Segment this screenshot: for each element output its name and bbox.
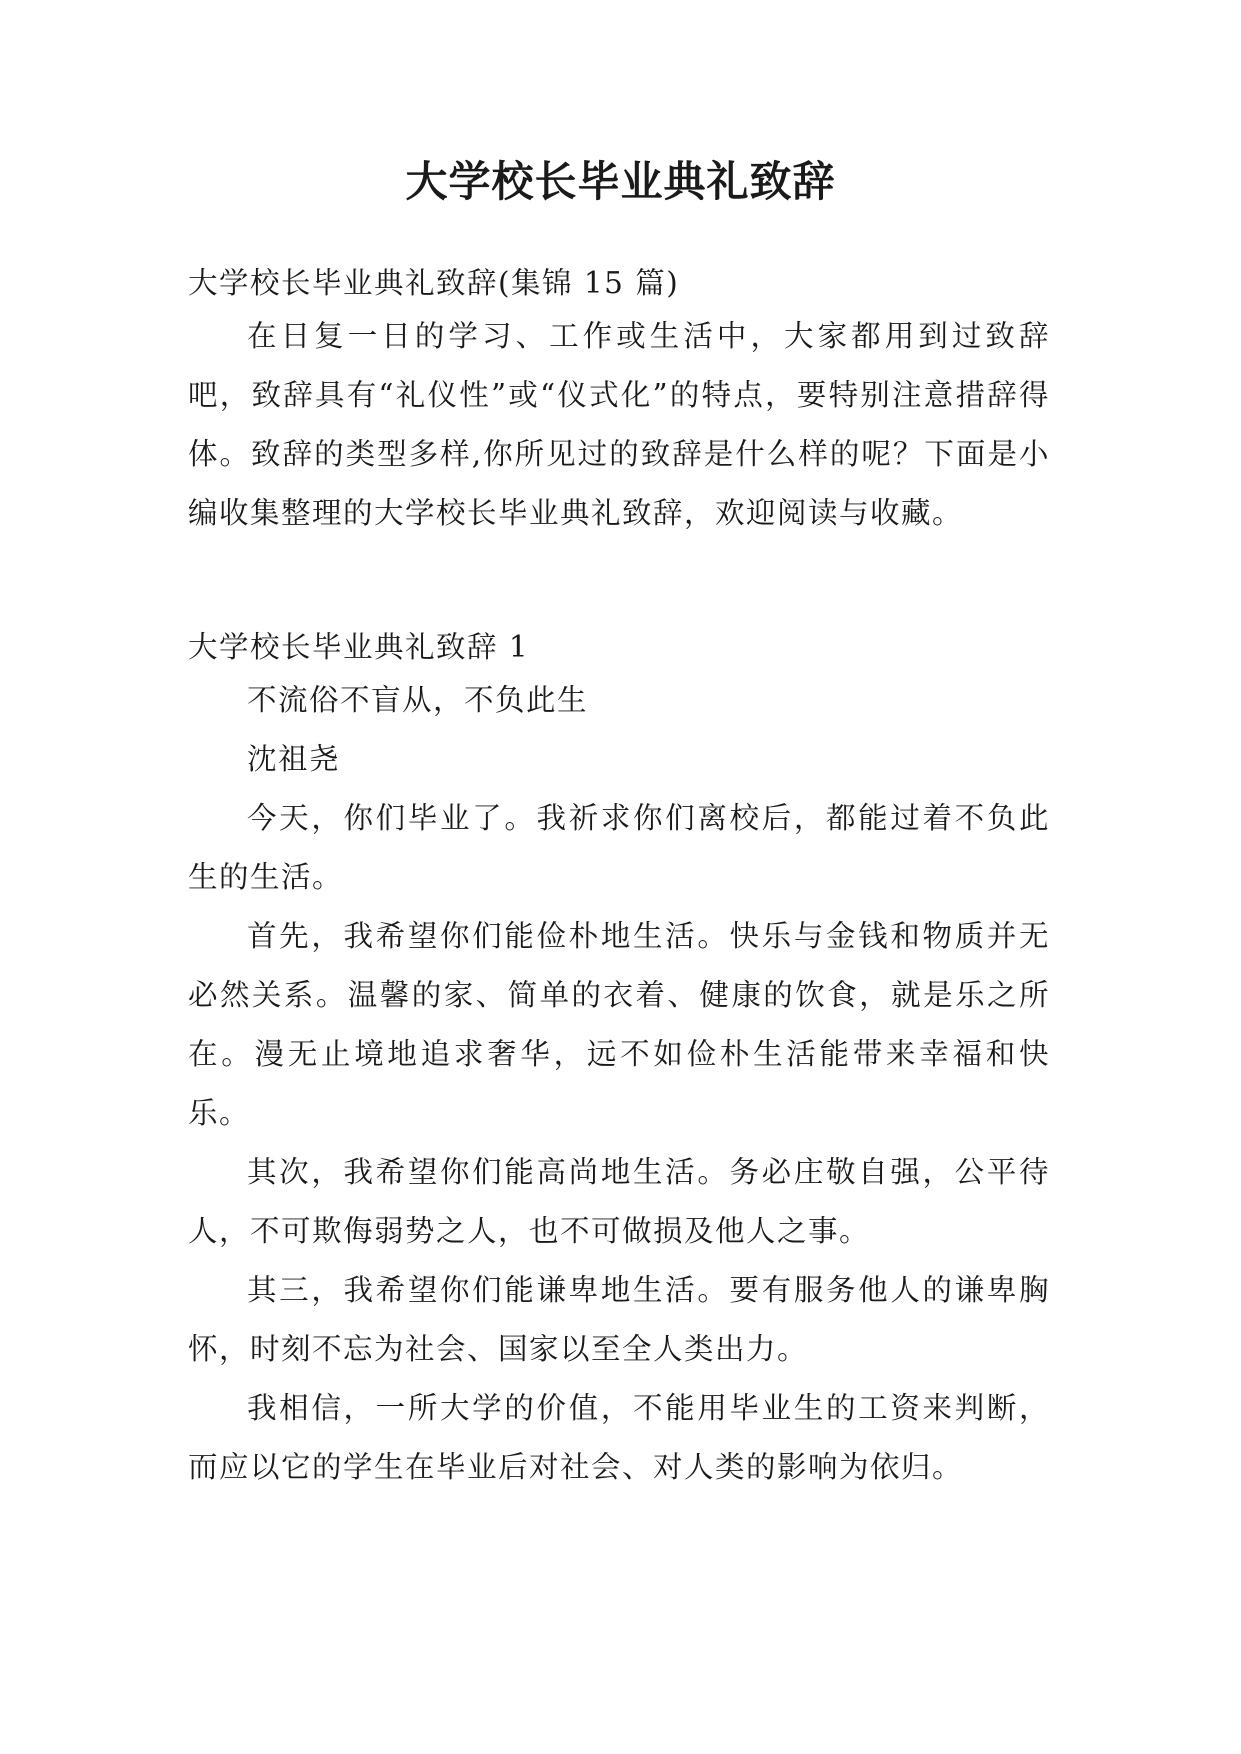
- section-heading: 大学校长毕业典礼致辞 1: [188, 630, 530, 664]
- document-subtitle: 大学校长毕业典礼致辞(集锦 15 篇): [188, 266, 680, 300]
- section-body: [188, 671, 1050, 1497]
- intro-paragraph: 在日复一日的学习、工作或生活中，大家都用到过致辞吧，致辞具有“礼仪性”或“仪式化”的特点，要特别注意措辞得体。致辞的类型多样,你所见过的致辞是什么样的呢？下面是小编收集整理的大学校长毕业典礼致辞，欢迎阅读与收藏。: [188, 319, 1050, 530]
- body-paragraph: 首先，我希望你们能俭朴地生活。快乐与金钱和物质并无必然关系。温馨的家、简单的衣着、健康的饮食，就是乐之所在。漫无止境地追求奢华，远不如俭朴生活能带来幸福和快乐。: [188, 919, 1050, 1130]
- speech-title: 不流俗不盲从，不负此生: [247, 683, 589, 717]
- intro-block: [188, 307, 1050, 543]
- body-paragraph: 其次，我希望你们能高尚地生活。务必庄敬自强，公平待人，不可欺侮弱势之人，也不可做损及他人之事。: [188, 1155, 1050, 1248]
- speech-author: 沈祖尧: [247, 742, 341, 776]
- body-paragraph: 其三，我希望你们能谦卑地生活。要有服务他人的谦卑胸怀，时刻不忘为社会、国家以至全人类出力。: [188, 1273, 1050, 1366]
- document-title: 大学校长毕业典礼致辞: [405, 157, 836, 206]
- body-paragraph: 今天，你们毕业了。我祈求你们离校后，都能过着不负此生的生活。: [188, 801, 1050, 894]
- body-paragraph: 我相信，一所大学的价值，不能用毕业生的工资来判断，而应以它的学生在毕业后对社会、对人类的影响为依归。: [188, 1391, 1050, 1484]
